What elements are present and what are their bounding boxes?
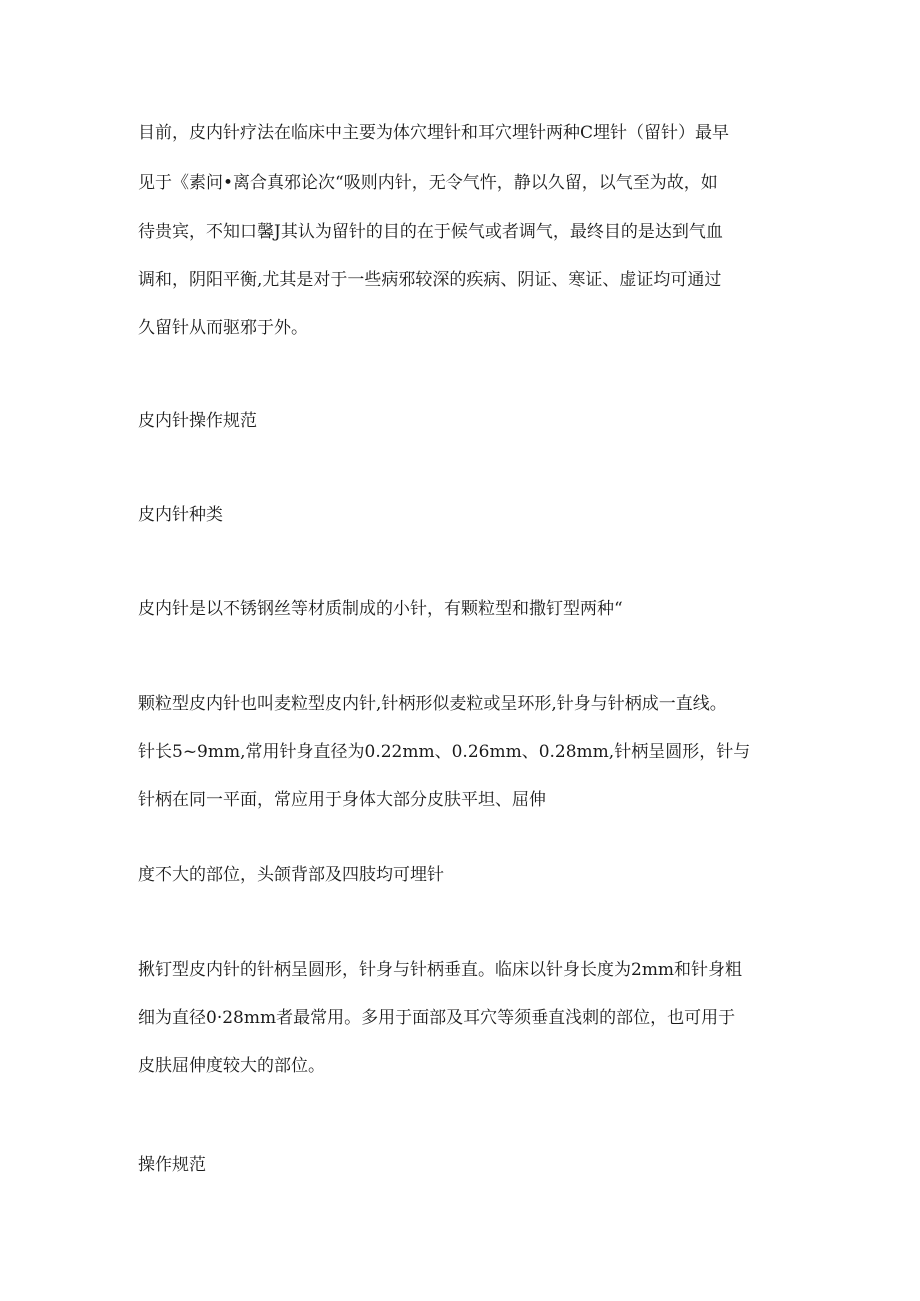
paragraph-1-line-4: 调和，阴阳平衡,尤其是对于一些病邪较深的疾病、阴证、寒证、虚证均可通过 (138, 270, 722, 290)
paragraph-1-line-5: 久留针从而驱邪于外。 (138, 318, 308, 338)
paragraph-1-line-3: 待贵宾，不知口馨J其认为留针的目的在于候气或者调气，最终目的是达到气血 (138, 222, 723, 242)
section-heading-operation-standard: 皮内针操作规范 (138, 411, 257, 431)
paragraph-1-line-2: 见于《素问•离合真邪论次“吸则内针，无令气忤，静以久留，以气至为故，如 (138, 173, 718, 193)
paragraph-2: 皮内针是以不锈钢丝等材质制成的小针，有颗粒型和撒钉型两种“ (138, 599, 623, 619)
paragraph-5-line-1: 揪钉型皮内针的针柄呈圆形，针身与针柄垂直。临床以针身长度为2mm和针身粗 (138, 960, 743, 980)
paragraph-3-line-3: 针柄在同一平面，常应用于身体大部分皮肤平坦、屈伸 (138, 790, 546, 810)
paragraph-3-line-1: 颗粒型皮内针也叫麦粒型皮内针,针柄形似麦粒或呈环形,针身与针柄成一直线。 (138, 694, 727, 714)
paragraph-5-line-3: 皮肤屈伸度较大的部位。 (138, 1056, 325, 1076)
paragraph-3-line-2: 针长5~9mm,常用针身直径为0.22mm、0.26mm、0.28mm,针柄呈圆形，针与 (138, 742, 751, 762)
paragraph-4: 度不大的部位，头颌背部及四肢均可埋针 (138, 865, 444, 885)
section-heading-needle-types: 皮内针种类 (138, 505, 223, 525)
section-heading-operating-procedure: 操作规范 (138, 1155, 206, 1175)
paragraph-1-line-1: 目前，皮内针疗法在临床中主要为体穴埋针和耳穴埋针两种C埋针（留针）最早 (138, 123, 730, 143)
paragraph-5-line-2: 细为直径0·28mm者最常用。多用于面部及耳穴等须垂直浅刺的部位，也可用于 (138, 1008, 736, 1028)
